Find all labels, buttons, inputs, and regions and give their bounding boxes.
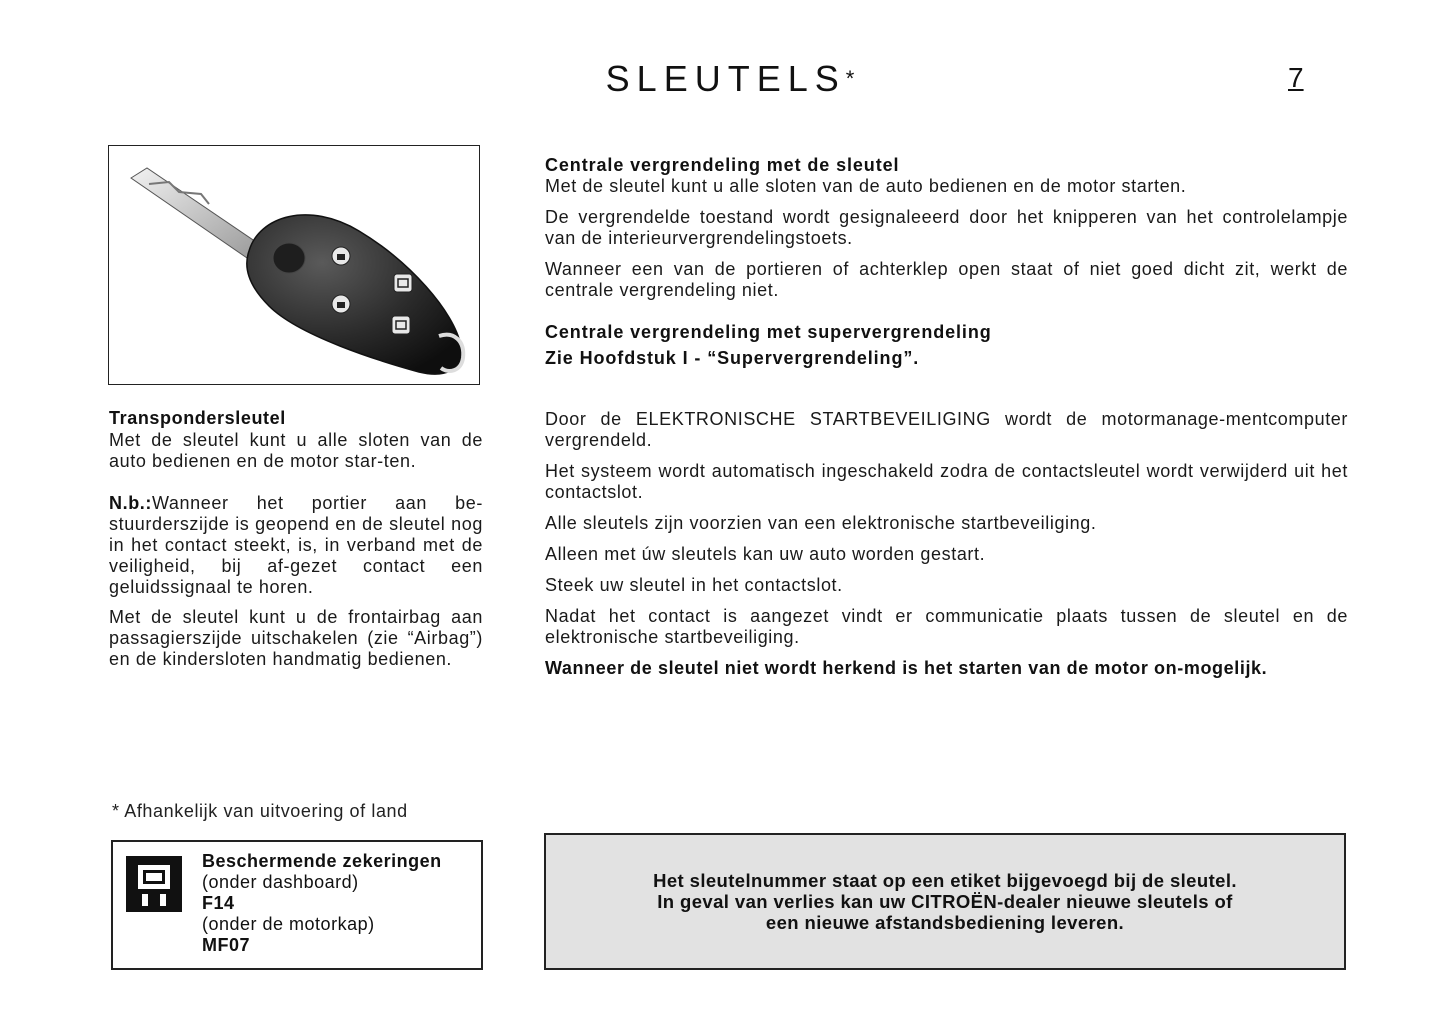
fuse-text — [202, 851, 442, 956]
note-line-3: een nieuwe afstandsbediening leveren. — [765, 912, 1125, 933]
page-number: 7 — [1288, 62, 1304, 93]
remote-key-icon — [109, 146, 480, 385]
right-column — [545, 155, 1348, 371]
note-line-2: In geval van verlies kan uw CITROËN-dealer nieuwe sleutels of — [657, 891, 1233, 912]
superlocking-reference: Zie Hoofdstuk I - “Supervergrendeling”. — [545, 348, 920, 368]
nb-text: Wanneer het portier aan be-stuurderszijde is geopend en de sleutel nog in het contact steekt, is, in verband met de veiligheid, bij af-gezet contact een geluidssignaal te horen. — [109, 493, 483, 597]
immobiliser-section — [545, 409, 1348, 679]
nb-paragraph — [109, 493, 483, 598]
immobiliser-warning: Wanneer de sleutel niet wordt herkend is het starten van de motor on-mogelijk. — [545, 658, 1268, 678]
key-fob-photo — [108, 145, 480, 385]
nb-label: N.b.: — [109, 493, 152, 513]
left-column — [109, 408, 483, 670]
central-locking-text-2: De vergrendelde toestand wordt gesignaleeerd door het knipperen van het controlelampje van de interieurvergrendelingstoets. — [545, 207, 1348, 248]
transponder-heading: Transpondersleutel — [109, 408, 286, 428]
fuse-box-icon — [126, 856, 182, 912]
superlocking-heading: Centrale vergrendeling met supervergrendeling — [545, 322, 992, 342]
fuse-code-2: MF07 — [202, 935, 251, 955]
central-locking-heading: Centrale vergrendeling met de sleutel — [545, 155, 900, 175]
fuse-code-1: F14 — [202, 893, 235, 913]
airbag-paragraph: Met de sleutel kunt u de frontairbag aan passagierszijde uitschakelen (zie “Airbag”) en de kindersloten handmatig bedienen. — [109, 607, 483, 669]
key-number-note-text — [653, 870, 1237, 933]
immobiliser-text-4: Alleen met úw sleutels kan uw auto worden gestart. — [545, 544, 986, 564]
immobiliser-text-6: Nadat het contact is aangezet vindt er communicatie plaats tussen de sleutel en de elektronische startbeveiliging. — [545, 606, 1348, 647]
title-asterisk: * — [845, 66, 855, 91]
page-title-text: SLEUTELS — [605, 58, 846, 99]
page-title — [0, 58, 1445, 100]
fuse-location-1: (onder dashboard) — [202, 872, 359, 892]
key-number-note — [544, 833, 1346, 970]
transponder-text: Met de sleutel kunt u alle sloten van de auto bedienen en de motor star-ten. — [109, 430, 483, 471]
immobiliser-text-1: Door de ELEKTRONISCHE STARTBEVEILIGING wordt de motormanage-mentcomputer vergrendeld. — [545, 409, 1348, 450]
immobiliser-text-2: Het systeem wordt automatisch ingeschakeld zodra de contactsleutel wordt verwijderd uit het contactslot. — [545, 461, 1348, 502]
immobiliser-text-5: Steek uw sleutel in het contactslot. — [545, 575, 843, 595]
fuse-heading: Beschermende zekeringen — [202, 851, 442, 871]
central-locking-text-3: Wanneer een van de portieren of achterklep open staat of niet goed dicht zit, werkt de centrale vergrendeling niet. — [545, 259, 1348, 300]
immobiliser-text-3: Alle sleutels zijn voorzien van een elektronische startbeveiliging. — [545, 513, 1097, 533]
note-line-1: Het sleutelnummer staat op een etiket bijgevoegd bij de sleutel. — [653, 870, 1237, 891]
central-locking-text-1: Met de sleutel kunt u alle sloten van de auto bedienen en de motor starten. — [545, 176, 1187, 196]
footnote: * Afhankelijk van uitvoering of land — [112, 801, 408, 821]
fuse-location-2: (onder de motorkap) — [202, 914, 375, 934]
fuse-info-box — [111, 840, 483, 970]
